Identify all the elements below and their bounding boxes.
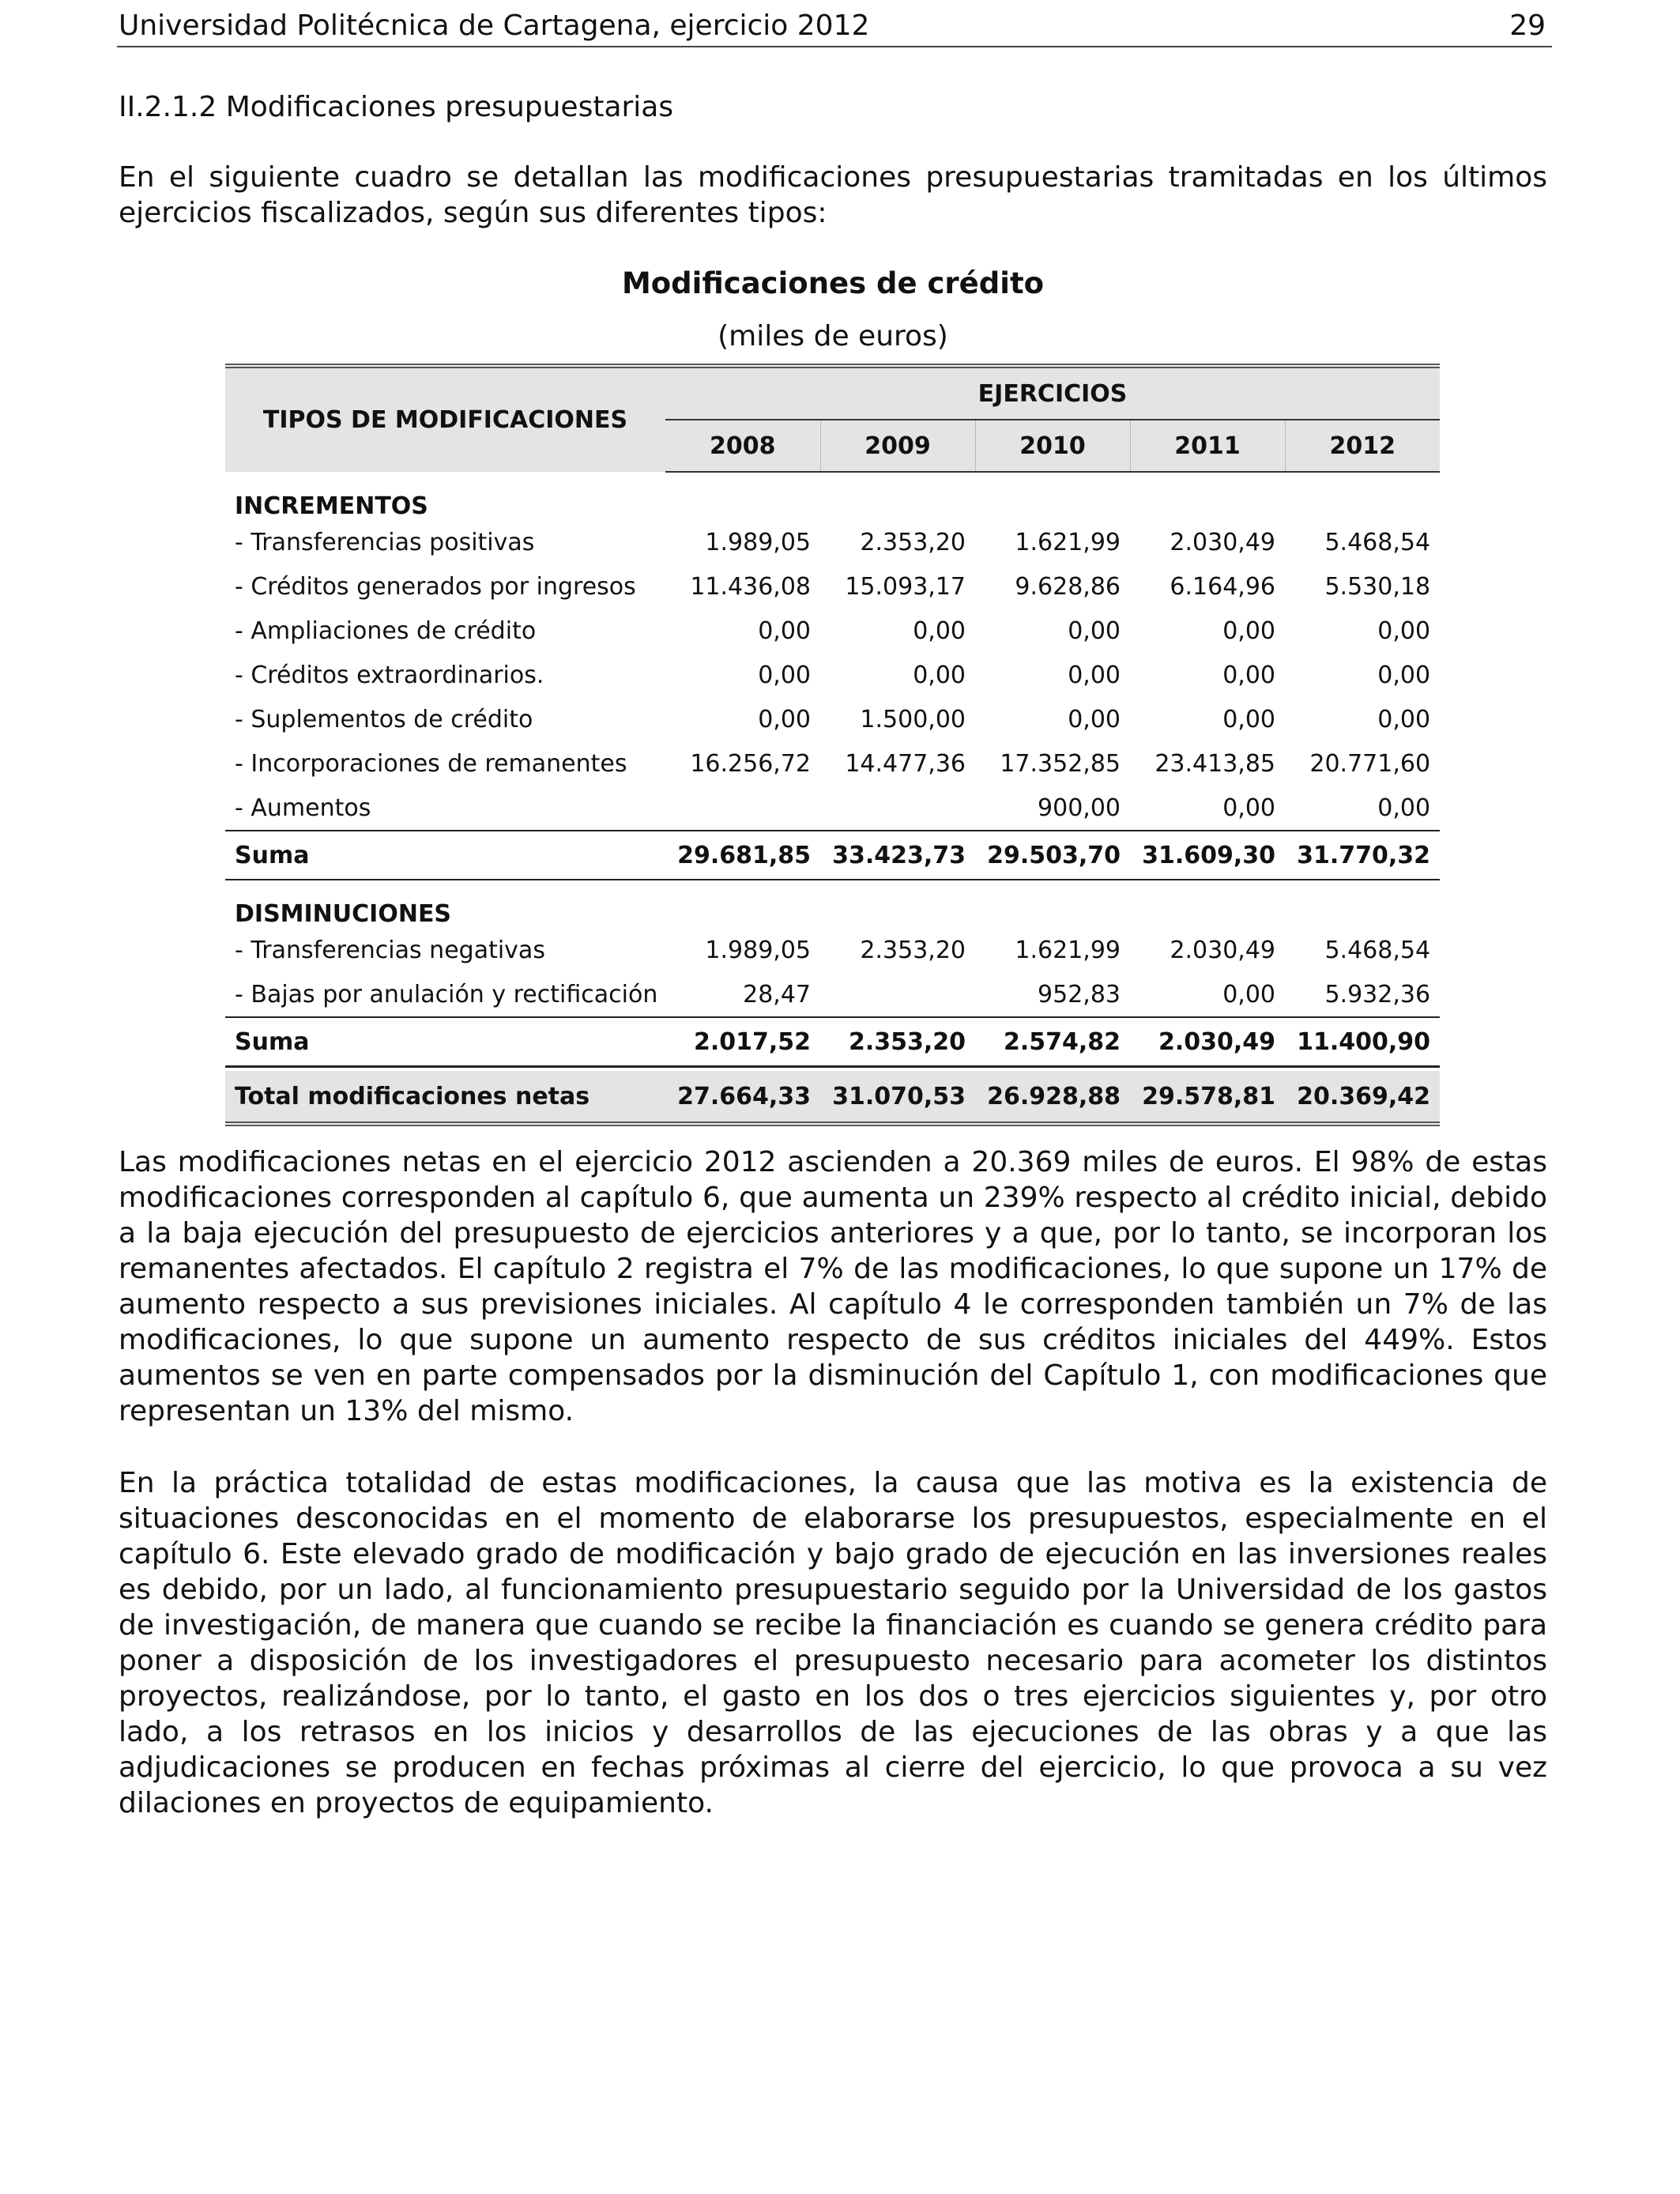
cell-value: 15.093,17 (845, 572, 966, 601)
row-label: - Aumentos (235, 794, 371, 822)
sum-value: 2.353,20 (820, 1017, 975, 1067)
cell-value: 0,00 (1377, 705, 1431, 733)
col-header-year: 2011 (1130, 420, 1285, 472)
table-row (225, 564, 1440, 609)
sum-value: 29.503,70 (975, 831, 1130, 880)
cell-value: 0,00 (1222, 980, 1275, 1008)
intro-paragraph: En el siguiente cuadro se detallan las modificaciones presupuestarias tramitadas en los últimos ejercicios fiscalizados, según sus diferentes tipos: (119, 161, 1547, 229)
header-title: Universidad Politécnica de Cartagena, ejercicio 2012 (119, 9, 870, 42)
col-header-years-group: EJERCICIOS (665, 366, 1440, 420)
sum-row (225, 1017, 1440, 1067)
cell-value: 2.353,20 (860, 936, 966, 964)
cell-value: 0,00 (913, 616, 966, 645)
page-header (117, 6, 1552, 47)
cell-value: 1.621,99 (1015, 936, 1121, 964)
analysis-paragraph: Las modificaciones netas en el ejercicio 2012 ascienden a 20.369 miles de euros. El 98% de estas modificaciones corresponden al capítulo 6, que aumenta un 239% respecto al crédito inicial, debido a la baja ejecución del presupuesto de ejercicios anteriores y a que, por lo tanto, se incorporan los remanentes afectados. El capítulo 2 registra el 7% de las modificaciones, lo que supone un 17% de aumento respecto a sus previsiones iniciales. Al capítulo 4 le corresponden también un 7% de las modificaciones, lo que supone un aumento respecto de sus créditos iniciales del 449%. Estos aumentos se ven en parte compensados por la disminución del Capítulo 1, con modificaciones que representan un 13% del mismo. (119, 1146, 1547, 1427)
total-label: Total modificaciones netas (225, 1071, 665, 1124)
col-header-year: 2008 (665, 420, 820, 472)
cell-value: 2.353,20 (860, 528, 966, 556)
sum-value: 31.609,30 (1130, 831, 1285, 880)
table-row (225, 972, 1440, 1017)
category-label: INCREMENTOS (235, 492, 428, 520)
cell-value: 0,00 (1222, 794, 1275, 822)
cell-value: 0,00 (913, 661, 966, 689)
cell-value: 0,00 (758, 616, 811, 645)
row-label: - Bajas por anulación y rectificación (235, 980, 658, 1008)
cell-value: 5.530,18 (1324, 572, 1431, 601)
cell-value: 20.771,60 (1309, 749, 1431, 778)
table-row (225, 786, 1440, 831)
row-label: - Transferencias positivas (235, 528, 535, 556)
cell-value: 5.468,54 (1324, 936, 1431, 964)
cell-value: 1.500,00 (860, 705, 966, 733)
row-label: - Créditos extraordinarios. (235, 661, 544, 689)
col-header-types: TIPOS DE MODIFICACIONES (225, 366, 665, 472)
cell-value: 5.468,54 (1324, 528, 1431, 556)
category-row (225, 880, 1440, 928)
cell-value: 1.989,05 (705, 528, 811, 556)
cell-value: 28,47 (743, 980, 811, 1008)
cell-value: 900,00 (1038, 794, 1121, 822)
sum-value: 2.017,52 (665, 1017, 820, 1067)
cell-value: 0,00 (1377, 616, 1431, 645)
cell-value: 1.621,99 (1015, 528, 1121, 556)
cell-value: 23.413,85 (1155, 749, 1275, 778)
cell-value: 1.989,05 (705, 936, 811, 964)
table-title: Modificaciones de crédito (621, 266, 1045, 300)
sum-label: Suma (225, 831, 665, 880)
sum-value: 29.681,85 (665, 831, 820, 880)
col-header-year: 2012 (1285, 420, 1440, 472)
cell-value: 0,00 (1068, 661, 1121, 689)
cell-value: 16.256,72 (690, 749, 811, 778)
cell-value: 0,00 (758, 661, 811, 689)
cell-value: 0,00 (1222, 616, 1275, 645)
cell-value: 0,00 (1068, 616, 1121, 645)
sum-row (225, 831, 1440, 880)
table-row (225, 609, 1440, 653)
cell-value: 17.352,85 (1000, 749, 1121, 778)
total-row (225, 1071, 1440, 1124)
row-label: - Créditos generados por ingresos (235, 572, 636, 601)
causes-paragraph: En la práctica totalidad de estas modificaciones, la causa que las motiva es la existencia de situaciones desconocidas en el momento de elaborarse los presupuestos, especialmente en el capítulo 6. Este elevado grado de modificación y bajo grado de ejecución en las inversiones reales es debido, por un lado, al funcionamiento presupuestario seguido por la Universidad de los gastos de investigación, de manera que cuando se recibe la financiación es cuando se genera crédito para poner a disposición de los investigadores el presupuesto necesario para acometer los distintos proyectos, realizándose, por lo tanto, el gasto en los dos o tres ejercicios siguientes y, por otro lado, a los retrasos en los inicios y desarrollos de las ejecuciones de las obras y a que las adjudicaciones se producen en fechas próximas al cierre del ejercicio, lo que provoca a su vez dilaciones en proyectos de equipamiento. (119, 1467, 1547, 1819)
total-value: 26.928,88 (975, 1071, 1130, 1124)
cell-value: 2.030,49 (1170, 936, 1275, 964)
total-value: 27.664,33 (665, 1071, 820, 1124)
cell-value: 0,00 (1068, 705, 1121, 733)
cell-value: 952,83 (1038, 980, 1121, 1008)
category-row (225, 472, 1440, 520)
col-header-year: 2009 (820, 420, 975, 472)
sum-value: 31.770,32 (1285, 831, 1440, 880)
row-label: - Suplementos de crédito (235, 705, 533, 733)
cell-value (820, 972, 975, 1017)
cell-value: 11.436,08 (690, 572, 811, 601)
table-row (225, 928, 1440, 972)
row-label: - Incorporaciones de remanentes (235, 749, 627, 778)
sum-value: 33.423,73 (820, 831, 975, 880)
cell-value: 6.164,96 (1170, 572, 1275, 601)
total-value: 20.369,42 (1285, 1071, 1440, 1124)
cell-value: 9.628,86 (1015, 572, 1121, 601)
modifications-table (225, 364, 1440, 1126)
table-row (225, 741, 1440, 786)
col-header-year: 2010 (975, 420, 1130, 472)
cell-value: 0,00 (1377, 794, 1431, 822)
cell-value: 5.932,36 (1324, 980, 1431, 1008)
table-row (225, 653, 1440, 697)
total-value: 31.070,53 (820, 1071, 975, 1124)
cell-value: 0,00 (758, 705, 811, 733)
cell-value: 2.030,49 (1170, 528, 1275, 556)
table-row (225, 697, 1440, 741)
row-label: - Ampliaciones de crédito (235, 616, 537, 645)
page-number: 29 (1509, 9, 1546, 42)
cell-value (665, 786, 820, 831)
cell-value: 0,00 (1222, 661, 1275, 689)
table-row (225, 520, 1440, 564)
cell-value: 0,00 (1377, 661, 1431, 689)
cell-value: 0,00 (1222, 705, 1275, 733)
cell-value (820, 786, 975, 831)
row-label: - Transferencias negativas (235, 936, 545, 964)
total-value: 29.578,81 (1130, 1071, 1285, 1124)
table-units: (miles de euros) (718, 320, 948, 352)
section-heading: II.2.1.2 Modificaciones presupuestarias (119, 91, 674, 123)
sum-value: 11.400,90 (1285, 1017, 1440, 1067)
sum-value: 2.030,49 (1130, 1017, 1285, 1067)
cell-value: 14.477,36 (845, 749, 966, 778)
sum-value: 2.574,82 (975, 1017, 1130, 1067)
category-label: DISMINUCIONES (235, 900, 452, 928)
sum-label: Suma (225, 1017, 665, 1067)
